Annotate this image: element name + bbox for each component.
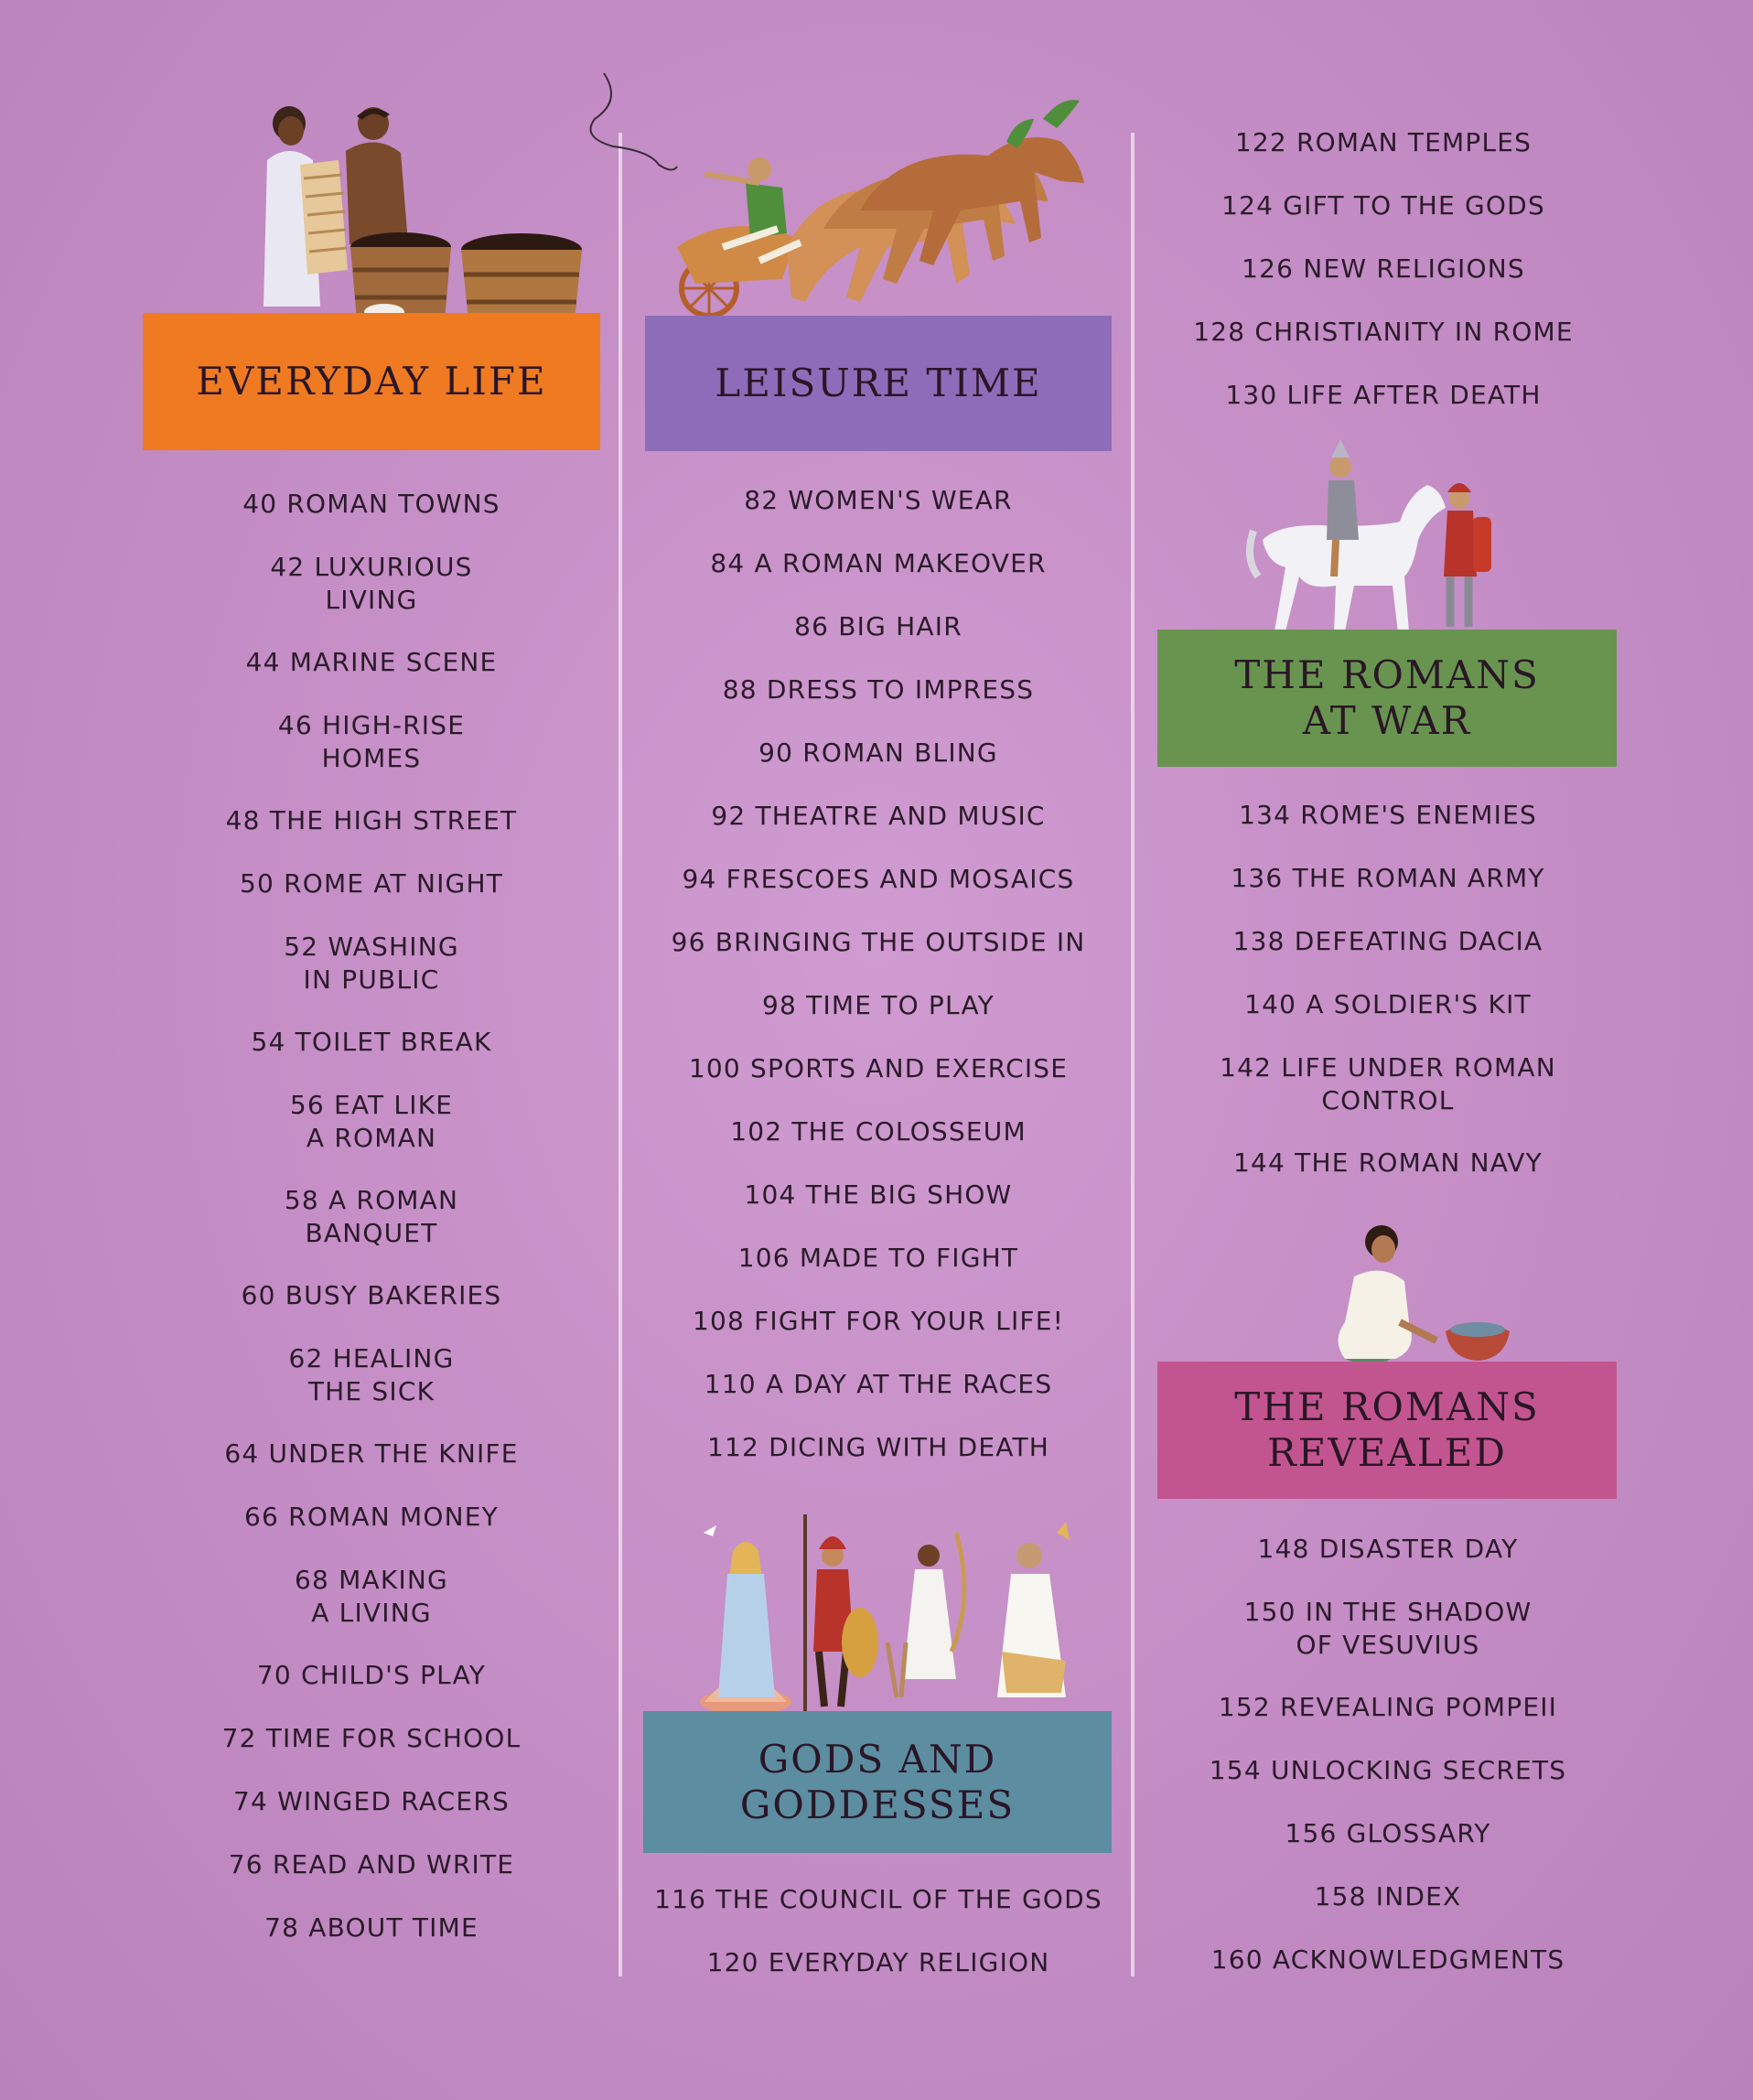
romans-at-war-illustration	[1244, 439, 1500, 636]
list-item[interactable]: 56 EAT LIKE A ROMAN	[289, 1090, 454, 1153]
list-item[interactable]: 78 ABOUT TIME	[264, 1912, 479, 1943]
list-item[interactable]: 42 LUXURIOUS LIVING	[270, 552, 473, 615]
list-item[interactable]: 48 THE HIGH STREET	[225, 805, 518, 835]
list-item[interactable]: 76 READ AND WRITE	[228, 1849, 515, 1879]
list-item[interactable]: 74 WINGED RACERS	[233, 1786, 510, 1816]
section-list-everyday-life	[143, 488, 600, 1975]
list-item[interactable]: 120 EVERYDAY RELIGION	[706, 1947, 1050, 1977]
list-item[interactable]: 50 ROME AT NIGHT	[239, 868, 504, 899]
list-item[interactable]: 54 TOILET BREAK	[251, 1027, 492, 1057]
section-title: THE ROMANS AT WAR	[1234, 652, 1540, 743]
list-item[interactable]: 104 THE BIG SHOW	[744, 1179, 1013, 1210]
list-item[interactable]: 138 DEFEATING DACIA	[1232, 926, 1543, 956]
section-title: LEISURE TIME	[715, 361, 1042, 406]
list-item[interactable]: 60 BUSY BAKERIES	[241, 1280, 502, 1310]
section-list-leisure-time	[640, 484, 1116, 1494]
list-item[interactable]: 160 ACKNOWLEDGMENTS	[1210, 1944, 1565, 1975]
list-item[interactable]: 90 ROMAN BLING	[758, 738, 998, 768]
list-item[interactable]: 40 ROMAN TOWNS	[242, 489, 500, 519]
list-item[interactable]: 122 ROMAN TEMPLES	[1234, 127, 1533, 157]
list-item[interactable]: 144 THE ROMAN NAVY	[1233, 1147, 1543, 1178]
list-item[interactable]: 70 CHILD'S PLAY	[256, 1660, 487, 1690]
list-item[interactable]: 68 MAKING A LIVING	[295, 1565, 448, 1628]
list-item[interactable]: 154 UNLOCKING SECRETS	[1209, 1755, 1567, 1785]
section-header-the-romans-at-war	[1157, 630, 1617, 767]
section-header-leisure-time	[645, 316, 1112, 451]
gods-and-goddesses-illustration	[691, 1514, 1093, 1716]
list-item[interactable]: 150 IN THE SHADOW OF VESUVIUS	[1243, 1597, 1533, 1660]
list-item[interactable]: 106 MADE TO FIGHT	[737, 1243, 1019, 1273]
romans-revealed-illustration	[1308, 1222, 1519, 1373]
list-item[interactable]: 124 GIFT TO THE GODS	[1221, 190, 1545, 221]
list-item[interactable]: 44 MARINE SCENE	[245, 647, 498, 677]
list-item[interactable]: 126 NEW RELIGIONS	[1242, 253, 1525, 284]
list-item[interactable]: 136 THE ROMAN ARMY	[1231, 863, 1545, 893]
list-item[interactable]: 72 TIME FOR SCHOOL	[221, 1723, 522, 1753]
column-divider-left	[618, 133, 622, 1976]
section-header-everyday-life	[143, 313, 600, 450]
column-divider-right	[1131, 133, 1135, 1976]
list-item[interactable]: 58 A ROMAN BANQUET	[284, 1185, 459, 1248]
list-item[interactable]: 116 THE COUNCIL OF THE GODS	[654, 1884, 1102, 1914]
list-item[interactable]: 88 DRESS TO IMPRESS	[722, 674, 1035, 705]
list-item[interactable]: 108 FIGHT FOR YOUR LIFE!	[692, 1306, 1065, 1336]
section-list-the-romans-revealed	[1155, 1533, 1621, 2007]
list-item[interactable]: 62 HEALING THE SICK	[288, 1343, 455, 1406]
section-title: EVERYDAY LIFE	[196, 359, 547, 404]
list-item[interactable]: 96 BRINGING THE OUTSIDE IN	[671, 927, 1086, 957]
section-header-gods-and-goddesses	[643, 1711, 1112, 1853]
list-item[interactable]: 98 TIME TO PLAY	[762, 990, 995, 1020]
list-item[interactable]: 100 SPORTS AND EXERCISE	[688, 1053, 1069, 1083]
section-list-gods-and-goddesses-continued	[1155, 126, 1612, 442]
chariot-race-illustration	[586, 64, 1107, 329]
section-header-the-romans-revealed	[1157, 1362, 1617, 1499]
list-item[interactable]: 46 HIGH-RISE HOMES	[277, 710, 466, 773]
section-title: GODS AND GODDESSES	[739, 1736, 1016, 1827]
list-item[interactable]: 94 FRESCOES AND MOSAICS	[682, 864, 1075, 894]
list-item[interactable]: 86 BIG HAIR	[794, 611, 963, 641]
list-item[interactable]: 156 GLOSSARY	[1285, 1818, 1491, 1848]
list-item[interactable]: 142 LIFE UNDER ROMAN CONTROL	[1220, 1052, 1556, 1115]
list-item[interactable]: 112 DICING WITH DEATH	[706, 1432, 1050, 1462]
list-item[interactable]: 82 WOMEN'S WEAR	[744, 485, 1013, 515]
list-item[interactable]: 158 INDEX	[1314, 1881, 1462, 1912]
list-item[interactable]: 84 A ROMAN MAKEOVER	[710, 548, 1047, 578]
section-list-the-romans-at-war	[1155, 799, 1621, 1210]
list-item[interactable]: 130 LIFE AFTER DEATH	[1225, 380, 1542, 410]
list-item[interactable]: 134 ROME'S ENEMIES	[1239, 800, 1537, 830]
list-item[interactable]: 128 CHRISTIANITY IN ROME	[1193, 317, 1574, 347]
everyday-life-illustration	[247, 96, 613, 320]
list-item[interactable]: 64 UNDER THE KNIFE	[224, 1438, 519, 1469]
list-item[interactable]: 148 DISASTER DAY	[1257, 1534, 1519, 1564]
section-list-gods-and-goddesses	[640, 1883, 1116, 2009]
list-item[interactable]: 110 A DAY AT THE RACES	[704, 1369, 1053, 1399]
list-item[interactable]: 92 THEATRE AND MUSIC	[711, 801, 1046, 831]
list-item[interactable]: 66 ROMAN MONEY	[244, 1502, 499, 1532]
list-item[interactable]: 102 THE COLOSSEUM	[730, 1116, 1027, 1147]
list-item[interactable]: 52 WASHING IN PUBLIC	[284, 932, 459, 995]
list-item[interactable]: 140 A SOLDIER'S KIT	[1244, 989, 1532, 1019]
list-item[interactable]: 152 REVEALING POMPEII	[1218, 1692, 1558, 1722]
section-title: THE ROMANS REVEALED	[1234, 1384, 1540, 1475]
